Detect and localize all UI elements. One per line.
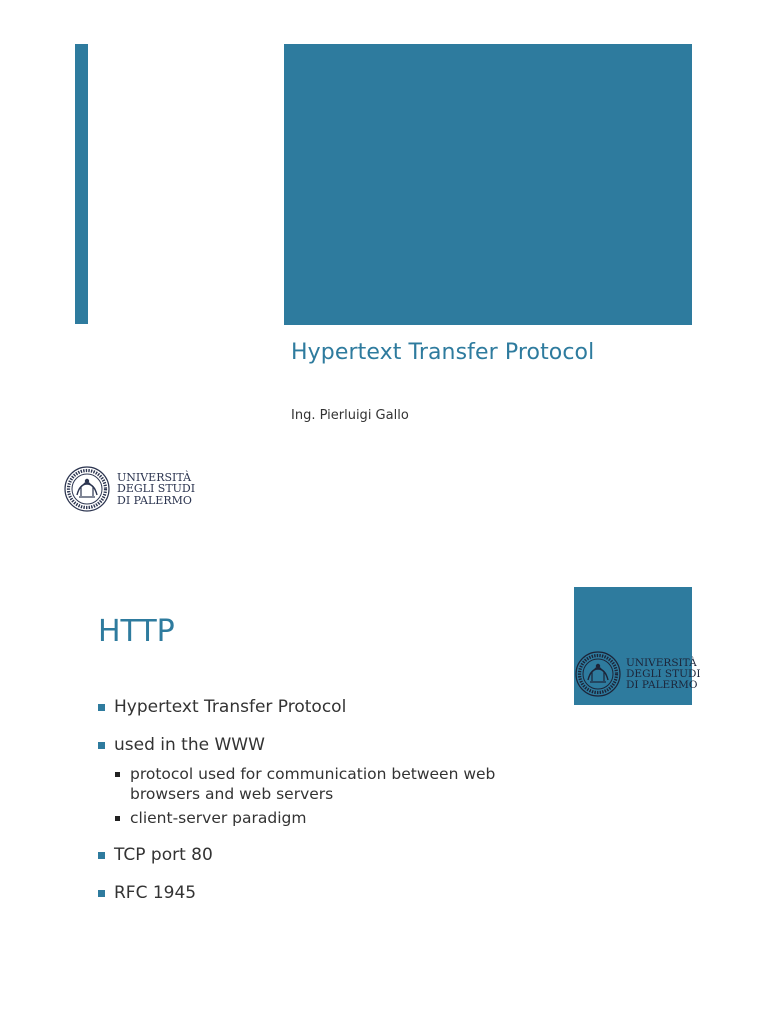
bullet-item: TCP port 80 xyxy=(98,844,213,866)
slide1-title: Hypertext Transfer Protocol xyxy=(291,340,595,365)
logo-line: DI PALERMO xyxy=(117,493,192,507)
university-seal-icon xyxy=(63,465,111,513)
accent-bar xyxy=(75,44,88,324)
university-name xyxy=(626,658,701,691)
sub-bullet-item: client-server paradigm xyxy=(114,808,306,828)
slide2-title: HTTP xyxy=(98,614,175,649)
university-name xyxy=(117,472,195,507)
logo-line: DEGLI STUDI xyxy=(626,667,701,680)
sub-bullet-item: protocol used for communication between web xyxy=(114,764,495,784)
university-logo-corner xyxy=(574,650,701,698)
title-banner xyxy=(284,44,692,325)
logo-line: UNIVERSITÀ xyxy=(117,470,192,484)
bullet-item: RFC 1945 xyxy=(98,882,196,904)
bullet-item: used in the WWW xyxy=(98,734,265,756)
university-logo xyxy=(63,465,195,513)
logo-line: DEGLI STUDI xyxy=(117,482,196,496)
slide1-author: Ing. Pierluigi Gallo xyxy=(291,408,409,423)
university-seal-icon xyxy=(574,650,622,698)
logo-line: UNIVERSITÀ xyxy=(626,656,697,669)
logo-line: DI PALERMO xyxy=(626,678,698,691)
bullet-item: Hypertext Transfer Protocol xyxy=(98,696,346,718)
sub-bullet-continuation: browsers and web servers xyxy=(130,785,334,803)
